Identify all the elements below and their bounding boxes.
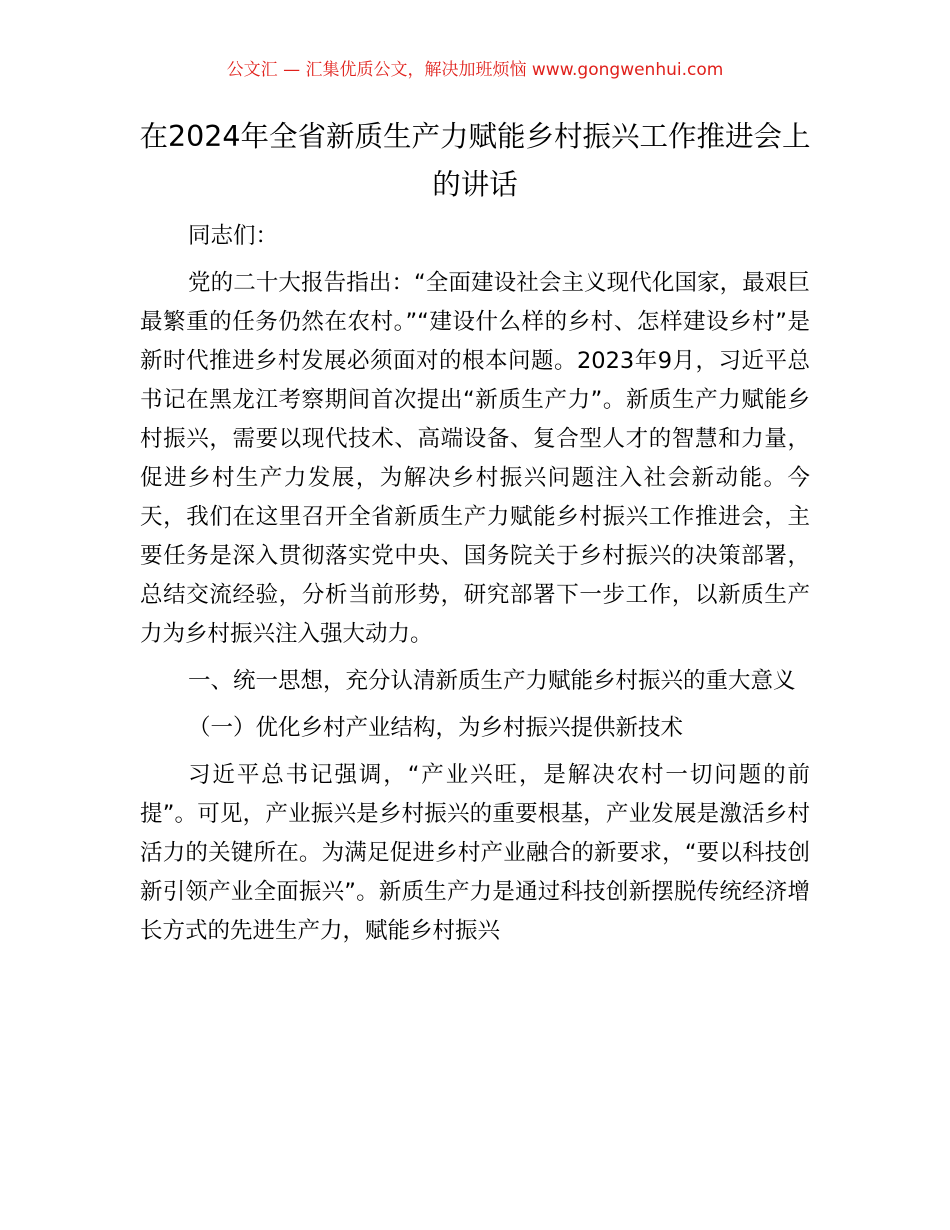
- subsection-heading-1: （一）优化乡村产业结构，为乡村振兴提供新技术: [188, 715, 684, 741]
- intro-paragraph: 党的二十大报告指出：“全面建设社会主义现代化国家，最艰巨最繁重的任务仍然在农村。”“建设什么样的乡村、怎样建设乡村”是新时代推进乡村发展必须面对的根本问题。2023年9月，习近平总书记在黑龙江考察期间首次提出“新质生产力”。新质生产力赋能乡村振兴，需要以现代技术、高端设备、复合型人才的智慧和力量，促进乡村生产力发展，为解决乡村振兴问题注入社会新动能。今天，我们在这里召开全省新质生产力赋能乡村振兴工作推进会，主要任务是深入贯彻落实党中央、国务院关于乡村振兴的决策部署，总结交流经验，分析当前形势，研究部署下一步工作，以新质生产力为乡村振兴注入强大动力。: [140, 270, 810, 647]
- body-paragraph: 习近平总书记强调，“产业兴旺，是解决农村一切问题的前提”。可见，产业振兴是乡村振兴的重要根基，产业发展是激活乡村活力的关键所在。为满足促进乡村产业融合的新要求，“要以科技创新引领产业全面振兴”。新质生产力是通过科技创新摆脱传统经济增长方式的先进生产力，赋能乡村振兴: [140, 762, 810, 944]
- salutation: 同志们：: [188, 223, 279, 249]
- document-title: 在2024年全省新质生产力赋能乡村振兴工作推进会上的讲话: [139, 120, 811, 201]
- section-heading-1: 一、统一思想，充分认清新质生产力赋能乡村振兴的重大意义: [188, 668, 796, 694]
- site-banner: 公文汇 — 汇集优质公文，解决加班烦恼 www.gongwenhui.com: [226, 60, 724, 80]
- document-body: [140, 217, 810, 959]
